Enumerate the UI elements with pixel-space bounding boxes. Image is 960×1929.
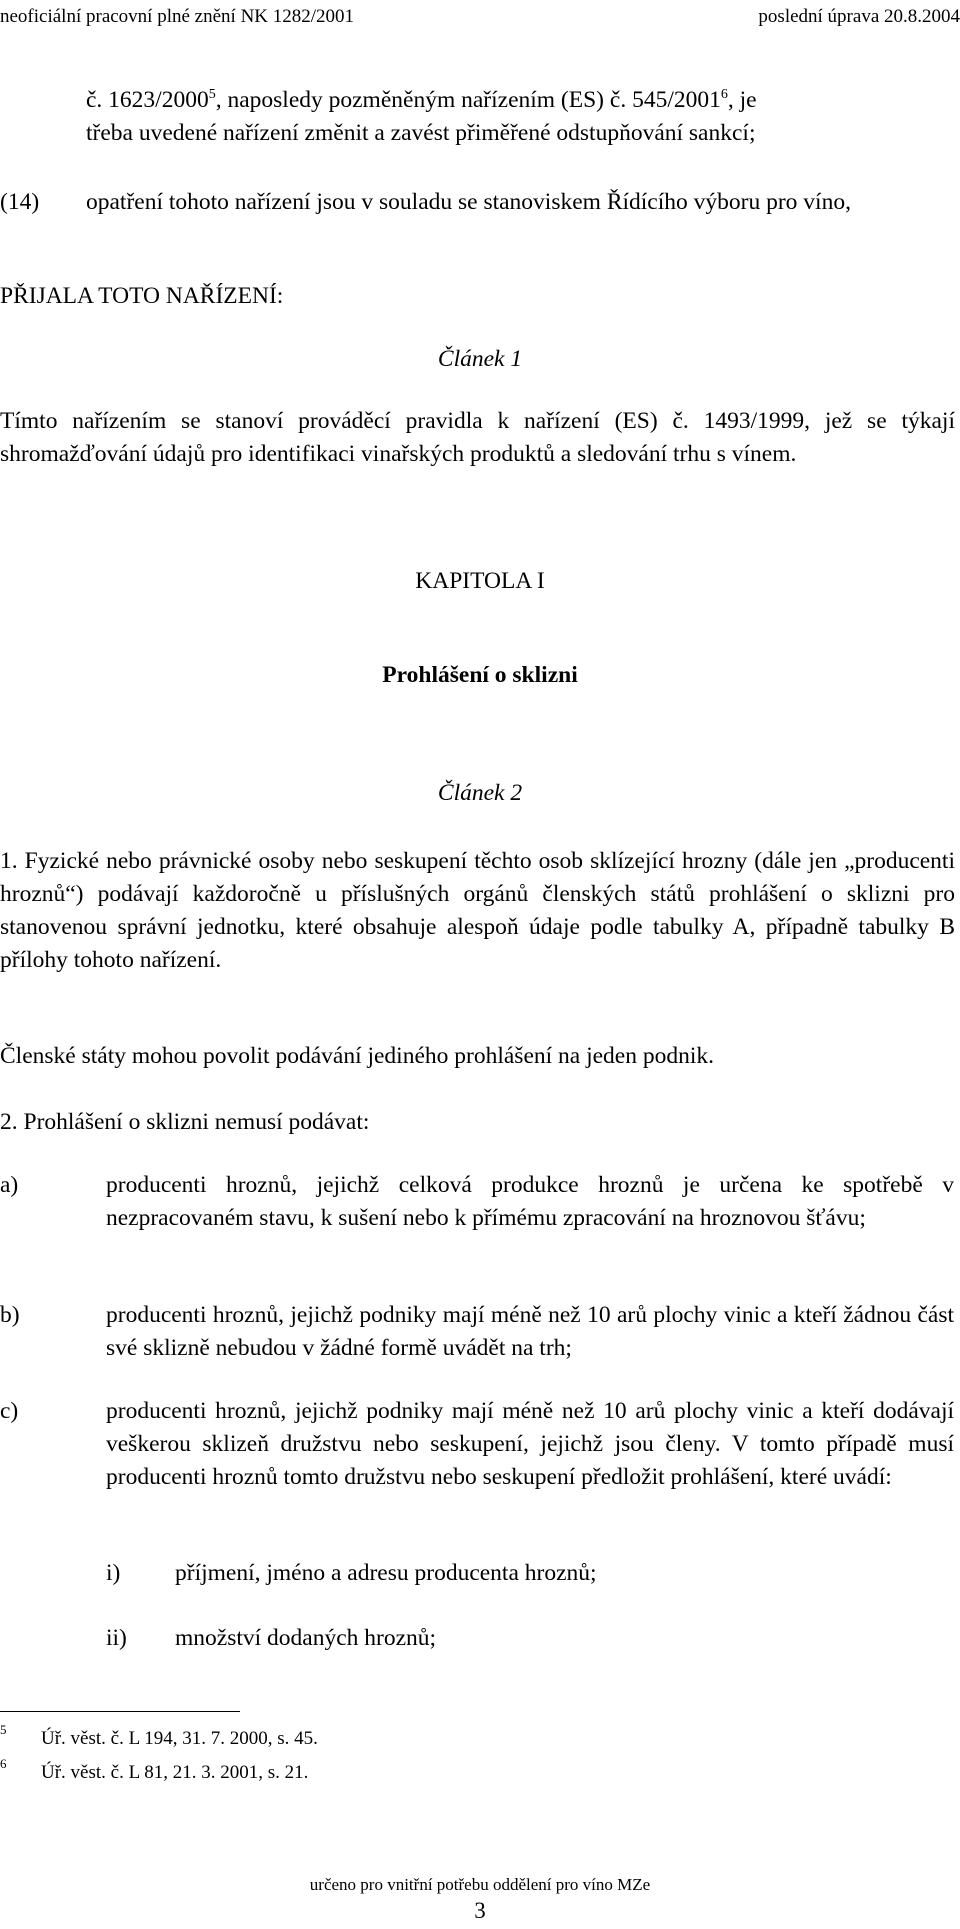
chapter-subtitle: Prohlášení o sklizni <box>382 662 578 688</box>
article-2-para-2: 2. Prohlášení o sklizni nemusí podávat: <box>0 1109 370 1135</box>
intro-line-2: třeba uvedené nařízení změnit a zavést přiměřené odstupňování sankcí; <box>86 120 756 146</box>
page-footer: určeno pro vnitřní potřebu oddělení pro víno MZe <box>309 1875 651 1894</box>
header-left: neoficiální pracovní plné znění NK 1282/2001 <box>0 6 355 27</box>
header-right: poslední úprava 20.8.2004 <box>758 6 960 27</box>
subitem-i-text: příjmení, jméno a adresu producenta hroznů; <box>175 1560 597 1586</box>
subitem-i-label: i) <box>106 1560 121 1586</box>
page-number: 3 <box>474 1898 486 1923</box>
article-1-title: Článek 1 <box>437 346 523 372</box>
list-item-a-text: producenti hroznů, jejichž celková produkce hroznů je určena ke spotřebě v nezpracovaném stavu, k sušení nebo k přímému zpracování na hroznovou šťávu; <box>106 1172 954 1231</box>
article-2-title: Článek 2 <box>437 780 523 806</box>
intro-line-1 <box>86 84 954 117</box>
list-item-c-label: c) <box>0 1398 19 1424</box>
footnote-5-text: Úř. věst. č. L 194, 31. 7. 2000, s. 45. <box>41 1728 318 1749</box>
chapter-title: KAPITOLA I <box>415 568 545 594</box>
footnote-ref-5: 5 <box>208 87 216 103</box>
footnote-separator <box>0 1711 240 1712</box>
list-item-c-text: producenti hroznů, jejichž podniky mají méně než 10 arů plochy vinic a kteří dodávají veškerou sklizeň družstvu nebo seskupení, jejichž jsou členy. V tomto případě musí producenti hroznů tomto družstvu nebo seskupení předložit prohlášení, které uvádí: <box>106 1398 954 1490</box>
intro-text-a: č. 1623/2000 <box>86 87 209 113</box>
footnote-ref-6: 6 <box>720 87 728 103</box>
article-2-para-1: 1. Fyzické nebo právnické osoby nebo seskupení těchto osob sklízející hrozny (dále jen „producenti hroznů“) podávají každoročně u příslušných orgánů členských států prohlášení o sklizni pro stanovenou správní jednotku, které obsahuje alespoň údaje podle tabulky A, případně tabulky B přílohy tohoto nařízení. <box>0 848 955 973</box>
list-item-b-label: b) <box>0 1302 20 1328</box>
list-item-a-label: a) <box>0 1172 19 1198</box>
recital-14-text: opatření tohoto nařízení jsou v souladu se stanoviskem Řídícího výboru pro víno, <box>86 189 851 215</box>
list-item-b-text: producenti hroznů, jejichž podniky mají méně než 10 arů plochy vinic a kteří žádnou část své sklizně nebudou v žádné formě uvádět na trh; <box>106 1302 954 1361</box>
footnote-6-number: 6 <box>0 1756 7 1771</box>
subitem-ii-label: ii) <box>106 1625 127 1651</box>
article-2-para-1b: Členské státy mohou povolit podávání jediného prohlášení na jeden podnik. <box>0 1043 715 1069</box>
article-1-text: Tímto nařízením se stanoví prováděcí pravidla k nařízení (ES) č. 1493/1999, jež se týkají shromažďování údajů pro identifikaci vinařských produktů a sledování trhu s vínem. <box>0 408 955 467</box>
subitem-ii-text: množství dodaných hroznů; <box>175 1625 437 1651</box>
intro-text-c: , je <box>727 87 757 113</box>
recital-14-number: (14) <box>0 189 40 215</box>
adoption-heading: PŘIJALA TOTO NAŘÍZENÍ: <box>0 283 284 309</box>
footnote-5-number: 5 <box>0 1722 7 1737</box>
footnote-6-text: Úř. věst. č. L 81, 21. 3. 2001, s. 21. <box>41 1762 309 1783</box>
intro-text-b: , naposledy pozměněným nařízením (ES) č. 545/2001 <box>215 87 721 113</box>
